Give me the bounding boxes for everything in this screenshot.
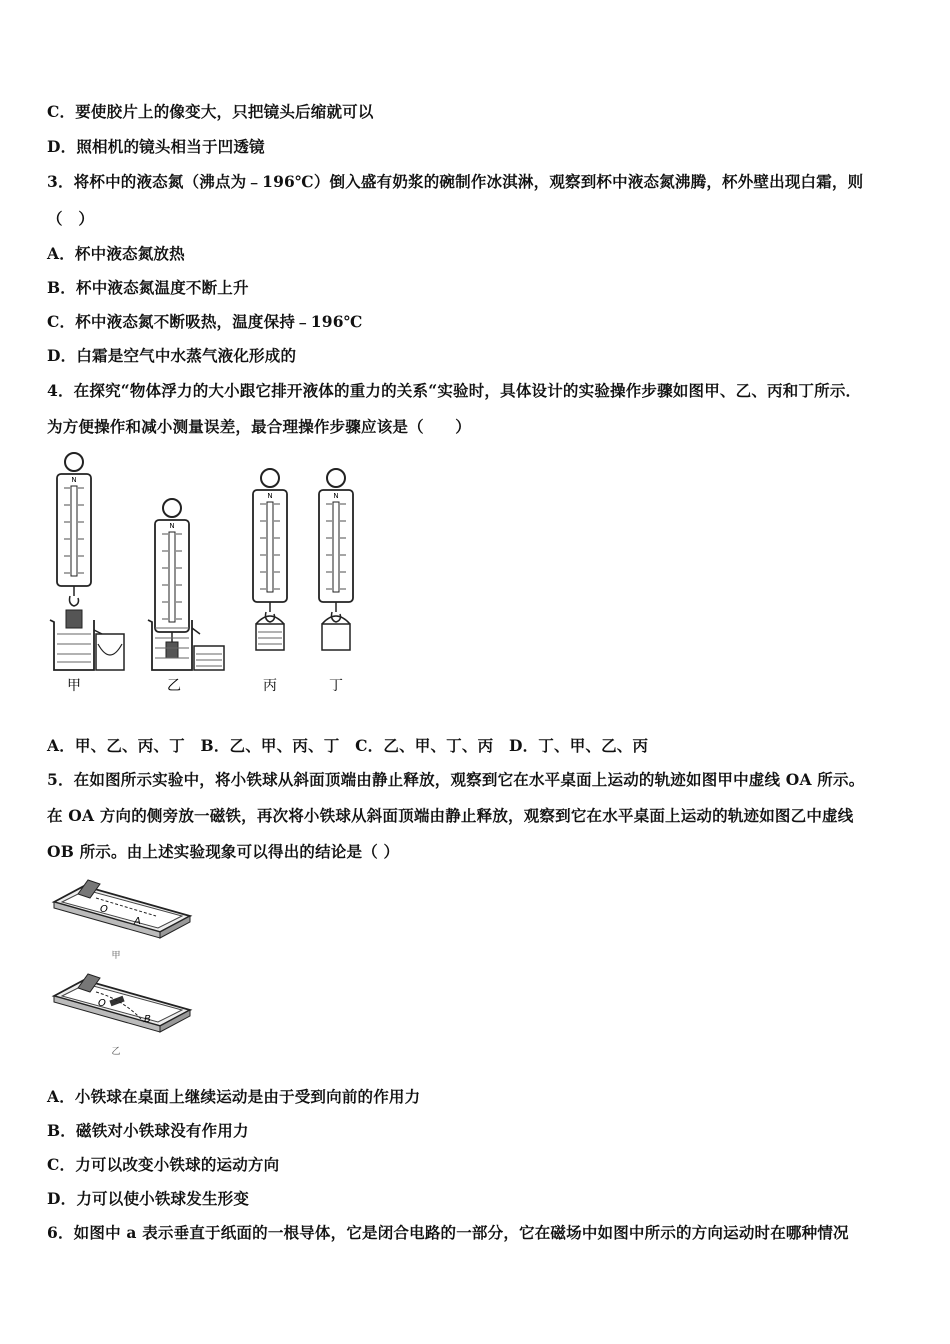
bucket-ding: [322, 616, 350, 650]
question-5-stem-cont: 在 OA 方向的侧旁放一磁铁，再次将小铁球从斜面顶端由静止释放，观察到它在水平桌面上运动的轨迹如图乙中虚线: [47, 806, 854, 825]
question-5-stem-end: OB 所示。由上述实验现象可以得出的结论是（ ）: [47, 842, 400, 861]
svg-text:O: O: [98, 998, 106, 1009]
question-3-stem: 3．将杯中的液态氮（沸点为﹣196℃）倒入盛有奶浆的碗制作冰淇淋，观察到杯中液态氮沸腾，杯外壁出现白霜，则: [47, 172, 864, 191]
label-ding: 丁: [329, 678, 343, 694]
svg-text:N: N: [169, 522, 175, 530]
question-3-option-b: B．杯中液态氮温度不断上升: [47, 278, 249, 297]
question-5-option-c: C．力可以改变小铁球的运动方向: [47, 1155, 280, 1174]
question-3-option-a: A．杯中液态氮放热: [47, 244, 185, 263]
spring-scale-jia: [57, 453, 91, 628]
label-jia: 甲: [67, 678, 81, 694]
question-4-options: A．甲、乙、丙、丁 B．乙、甲、丙、丁 C．乙、甲、丁、丙 D．丁、甲、乙、丙: [47, 736, 649, 755]
spring-scale-figure: [44, 448, 364, 700]
svg-text:B: B: [144, 1014, 151, 1025]
spring-scale-yi: [155, 499, 189, 658]
svg-text:N: N: [267, 492, 273, 500]
question-3-blank: （ ）: [47, 209, 95, 228]
beaker-jia: [50, 620, 124, 670]
svg-text:O: O: [100, 904, 108, 915]
bucket-bing: [256, 616, 284, 650]
question-5-option-d: D．力可以使小铁球发生形变: [47, 1189, 250, 1208]
question-4-stem-cont: 为方便操作和减小测量误差，最合理操作步骤应该是（ ）: [47, 417, 471, 436]
question-5-stem: 5．在如图所示实验中，将小铁球从斜面顶端由静止释放，观察到它在水平桌面上运动的轨迹如图甲中虚线 OA 所示。: [47, 770, 865, 789]
label-yi: 乙: [167, 678, 181, 694]
label-bing: 丙: [263, 678, 277, 694]
question-3-option-c: C．杯中液态氮不断吸热，温度保持﹣196℃: [47, 312, 363, 331]
question-3-option-d: D．白霜是空气中水蒸气液化形成的: [47, 346, 297, 365]
option-c-line: C．要使胶片上的像变大，只把镜头后缩就可以: [47, 102, 374, 121]
label-jia: 甲: [111, 951, 121, 961]
spring-scale-bing: [253, 469, 287, 622]
svg-text:N: N: [333, 492, 339, 500]
table-yi: [54, 974, 190, 1032]
svg-text:A: A: [134, 916, 141, 927]
question-6-stem: 6．如图中 a 表示垂直于纸面的一根导体，它是闭合电路的一部分，它在磁场中如图中所示的方向运动时在哪种情况: [47, 1223, 849, 1242]
svg-text:N: N: [71, 476, 77, 484]
beaker-yi: [148, 620, 224, 670]
question-5-option-a: A．小铁球在桌面上继续运动是由于受到向前的作用力: [47, 1087, 421, 1106]
ramp-table-figure: [44, 872, 200, 1062]
option-d-line: D．照相机的镜头相当于凹透镜: [47, 137, 265, 156]
label-yi: 乙: [111, 1047, 121, 1057]
question-5-option-b: B．磁铁对小铁球没有作用力: [47, 1121, 249, 1140]
question-4-stem: 4．在探究“物体浮力的大小跟它排开液体的重力的关系“实验时，具体设计的实验操作步骤如图甲、乙、丙和丁所示．: [47, 381, 862, 400]
table-jia: [54, 880, 190, 938]
spring-scale-ding: [319, 469, 353, 622]
